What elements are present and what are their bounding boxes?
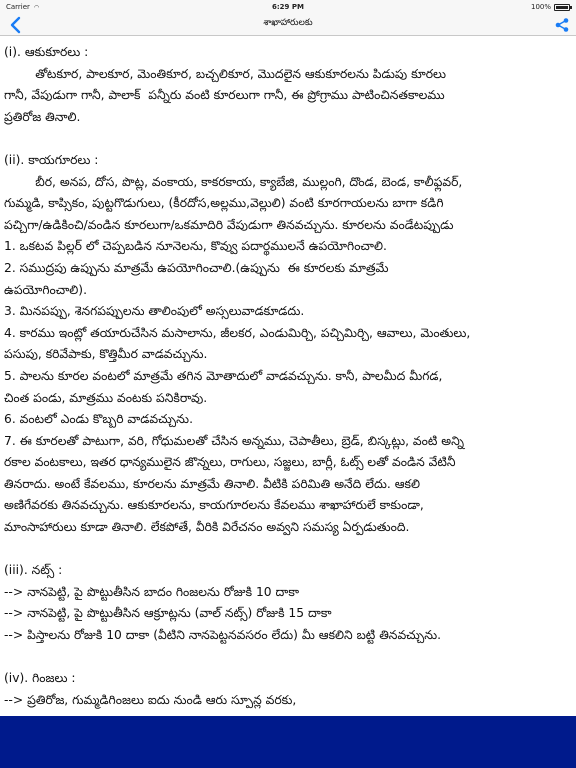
text-line: 6. వంటలో ఎండు కొబ్బరి వాడవచ్చును. (4, 412, 193, 427)
text-line: గుమ్మడి, కాప్సికం, పుట్టగొడుగులు, (కీరదోస,అల్లము,వెల్లులి) వంటి కూరగాయలను బాగా కడిగి (4, 196, 444, 211)
bottom-bar (0, 716, 576, 768)
text-line: --> ప్రతిరోజ, గుమ్మడిగింజలు ఐదు నుండి ఆరు స్పూన్ల వరకు, (4, 692, 297, 707)
battery-indicator (531, 3, 570, 11)
text-line: పచ్చిగా/ఉడికించి/వండిన కూరలుగా/ఒకమాదిరి వేపుడుగా తినవచ్చును. కూరలను వండేటప్పుడు (4, 217, 454, 232)
text-line: ఉపయోగించాలి). (4, 282, 88, 297)
text-line: --> పిస్తాలను రోజుకి 10 దాకా (వీటిని నానపెట్టనవసరం లేదు) మీ ఆకలిని బట్టి తినవచ్చును. (4, 628, 442, 643)
text-line: గానీ, వేపుడుగా గానీ, పాలాక్ పన్నీరు వంటి కూరలుగా గానీ, ఈ ప్రోగ్రాము పాటించినతకాలము (4, 88, 445, 103)
text-line: (ii). కాయగూరలు : (4, 152, 99, 167)
article-content (0, 38, 576, 716)
text-line: ప్రతిరోజ తినాలి. (4, 109, 81, 124)
battery-icon (554, 4, 570, 11)
status-bar (0, 0, 576, 14)
text-line: 3. మినపప్పు, శెనగపప్పులను తాలింపులో అస్సలువాడకూడదు. (4, 304, 305, 319)
text-line: అణిగేవరకు తినవచ్చును. ఆకుకూరలను, కాయగూరలను కేవలము శాఖాహారులే కాకుండా, (4, 498, 424, 513)
status-time: 6:29 PM (272, 3, 304, 11)
text-line: --> నానపెట్టి, పై పొట్టుతీసిన బాదం గింజలను రోజుకి 10 దాకా (4, 584, 300, 599)
text-line: తోటకూర, పాలకూర, మెంతికూర, బచ్చలికూర, మొదలైన ఆకుకూరలను పిడుపు కూరలు (4, 66, 446, 81)
text-line: 1. ఒకటవ పిల్లర్ లో చెప్పబడిన నూనెలను, కొవ్వు పదార్థములనే ఉపయోగించాలి. (4, 239, 387, 254)
text-line: మాంసాహారులు కూడా తినాలి. లేకపోతే, వీరికి విరేచనం అవ్వని సమస్య ఏర్పడుతుంది. (4, 520, 410, 535)
carrier-label: Carrier (6, 3, 30, 11)
text-line: --> నానపెట్టి, పై పొట్టుతీసిన ఆక్రూట్లను (వాల్ నట్స్) రోజుకి 15 దాకా (4, 606, 332, 621)
page-title: శాఖాహారులకు (263, 18, 313, 28)
text-line: (iv). గింజలు : (4, 671, 76, 686)
text-line: (iii). నట్స్ : (4, 563, 63, 578)
text-line: రకాల వంటకాలు, ఇతర ధాన్యములైన జొన్నలు, రాగులు, సజ్జలు, బార్లీ, ఓట్స్ లతో వండిన వేటినీ (4, 455, 456, 470)
blank-line (4, 647, 568, 669)
blank-line (4, 128, 568, 150)
text-line: 4. కారము ఇంట్లో తయారుచేసిన మసాలాను, జీలకర, ఎండుమిర్చి, పచ్చిమిర్చి, ఆవాలు, మెంతులు, (4, 325, 471, 340)
navigation-bar (0, 14, 576, 36)
text-line: (i). ఆకుకూరలు : (4, 45, 89, 59)
battery-percent: 100% (530, 3, 551, 11)
text-line: చింత పండు, మాత్రము వంటకు పనికిరావు. (4, 390, 208, 405)
text-line: 2. సముద్రపు ఉప్పును మాత్రమే ఉపయోగించాలి.(ఉప్పును ఈ కూరలకు మాత్రమే (4, 260, 389, 275)
text-line: పసుపు, కరివేపాకు, కొత్తిమీర వాడవచ్చును. (4, 347, 208, 362)
share-icon[interactable] (554, 17, 570, 33)
wifi-icon: ◠ (31, 4, 40, 11)
text-line: 7. ఈ కూరలతో పాటుగా, వరి, గోధుమలతో చేసిన అన్నము, చెపాతీలు, బ్రెడ్, బిస్కట్లు, వంటి అన్ని (4, 433, 464, 448)
text-line: తినరాదు. అంటే కేవలము, కూరలను మాత్రమే తినాలి. వీటికి పరిమితి అనేది లేదు. ఆకలి (4, 476, 420, 491)
blank-line (4, 539, 568, 561)
text-line: బీర, అనప, దోస, పొట్ల, వంకాయ, కాకరకాయ, క్యాబేజి, ముల్లంగి, దొండ, బెండ, కాలీఫ్లవర్, (4, 174, 463, 189)
text-line: 5. పాలను కూరల వంటలో మాత్రమే తగిన మోతాదులో వాడవచ్చును. కానీ, పాలమీద మీగడ, (4, 368, 443, 383)
